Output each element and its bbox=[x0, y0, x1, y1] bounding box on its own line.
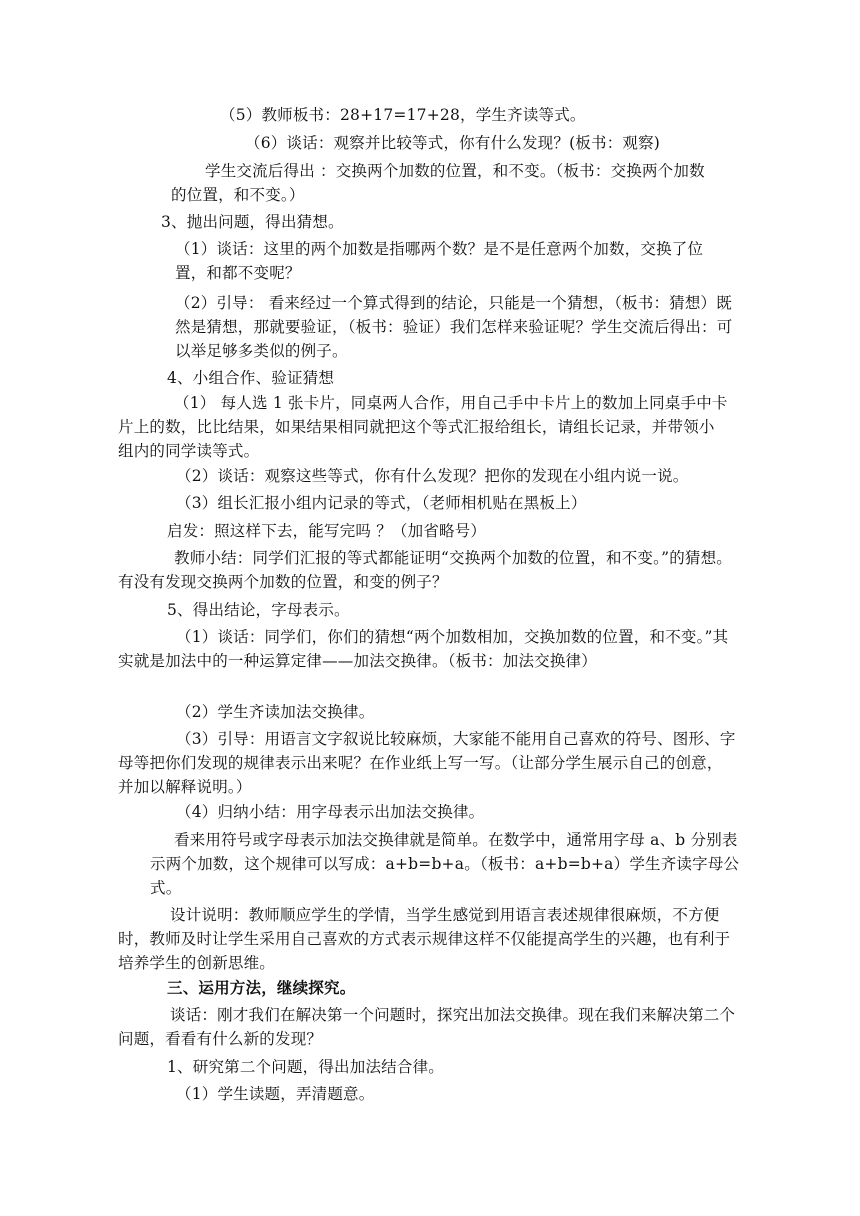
heading-section-3: 3、抛出问题，得出猜想。 bbox=[161, 213, 344, 231]
paragraph-summary-letters: （4）归纳小结：用字母表示出加法交换律。 bbox=[176, 803, 485, 821]
paragraph-group-report: （3）组长汇报小组内记录的等式，（老师相机贴在黑板上） bbox=[176, 494, 587, 512]
paragraph-commutative-law: （1）谈话：同学们，你们的猜想“两个加数相加，交换加数的位置，和不变。”其实就是加法中的一种运算定律——加法交换律。（板书：加法交换律） bbox=[118, 628, 729, 670]
heading-study-problem-2: 1、研究第二个问题，得出加法结合律。 bbox=[167, 1058, 444, 1076]
heading-part-three: 三、运用方法，继续探究。 bbox=[167, 978, 356, 997]
paragraph-guide-2: （2）引导： 看来经过一个算式得到的结论，只能是一个猜想，（板书：猜想）既然是猜想，那就要验证，（板书：验证）我们怎样来验证呢？学生交流后得出：可以举足够多类似的例子。 bbox=[175, 294, 733, 360]
paragraph-hint: 启发：照这样下去，能写完吗 ？（加省略号） bbox=[167, 522, 487, 540]
paragraph-card-activity: （1） 每人选 1 张卡片，同桌两人合作，用自己手中卡片上的数加上同桌手中卡片上的数，比比结果，如果结果相同就把这个等式汇报给组长，请组长记录，并带领小组内的同学读等式。 bbox=[118, 394, 728, 460]
paragraph-transition-talk: 谈话：刚才我们在解决第一个问题时，探究出加法交换律。现在我们来解决第二个问题，看看有什么新的发现？ bbox=[118, 1006, 736, 1048]
paragraph-step-5: （5）教师板书：28+17=17+28，学生齐读等式。 bbox=[220, 106, 586, 124]
paragraph-student-conclusion: 学生交流后得出 ：交换两个加数的位置，和不变。（板书：交换两个加数的位置，和不变。） bbox=[171, 162, 705, 204]
paragraph-read-problem: （1）学生读题，弄清题意。 bbox=[176, 1085, 375, 1103]
paragraph-design-note: 设计说明：教师顺应学生的学情，当学生感觉到用语言表述规律很麻烦，不方便时，教师及时让学生采用自己喜欢的方式表示规律这样不仅能提高学生的兴趣，也有利于培养学生的创新思维。 bbox=[118, 906, 731, 972]
paragraph-observe-equations: （2）谈话：观察这些等式，你有什么发现？把你的发现在小组内说一说。 bbox=[176, 467, 689, 485]
paragraph-teacher-summary: 教师小结：同学们汇报的等式都能证明“交换两个加数的位置，和不变。”的猜想。有没有发现交换两个加数的位置，和变的例子？ bbox=[118, 549, 733, 591]
paragraph-formula: 看来用符号或字母表示加法交换律就是简单。在数学中，通常用字母 a、b 分别表示两个加数，这个规律可以写成：a+b=b+a。（板书：a+b=b+a）学生齐读字母公式。 bbox=[150, 831, 740, 897]
paragraph-symbols-guide: （3）引导：用语言文字叙说比较麻烦，大家能不能用自己喜欢的符号、图形、字母等把你们发现的规律表示出来呢？在作业纸上写一写。（让部分学生展示自己的创意，并加以解释说明。） bbox=[118, 730, 736, 796]
paragraph-step-6: （6）谈话：观察并比较等式，你有什么发现？(板书：观察) bbox=[245, 134, 661, 152]
heading-section-5: 5、得出结论，字母表示。 bbox=[167, 601, 350, 619]
paragraph-question-1: （1）谈话：这里的两个加数是指哪两个数？是不是任意两个加数，交换了位置，和都不变呢？ bbox=[175, 240, 704, 282]
paragraph-read-law: （2）学生齐读加法交换律。 bbox=[176, 703, 375, 721]
heading-section-4: 4、小组合作、验证猜想 bbox=[167, 369, 335, 387]
